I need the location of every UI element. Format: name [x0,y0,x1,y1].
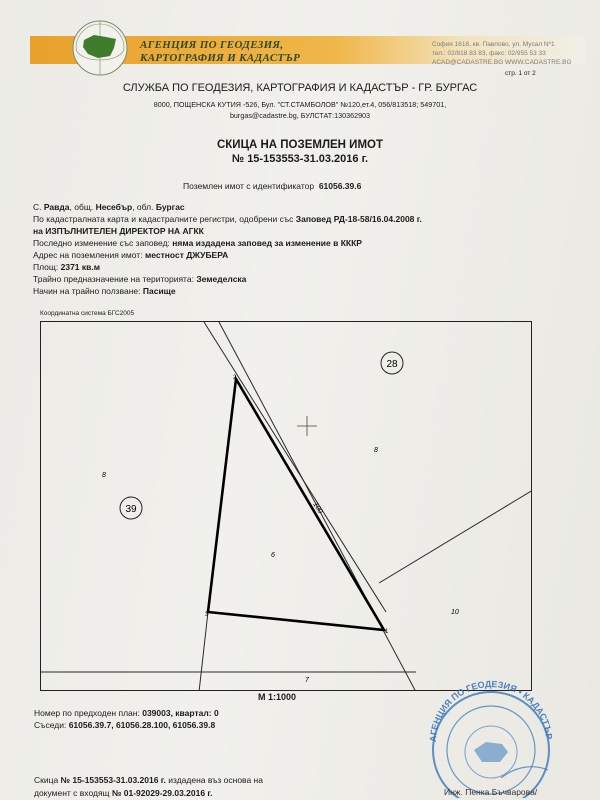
office-email: burgas@cadastre.bg, БУЛСТАТ:130362903 [229,111,371,120]
identifier-line [183,181,361,191]
page-number: стр. 1 от 2 [505,70,536,77]
previous-plan-line [34,708,219,718]
cadastral-map-drawing [41,322,532,691]
neighbors-line [34,720,215,730]
identifier-value: 61056.39.6 [318,181,362,191]
previous-plan-value: 039003, квартал: 0 [142,708,219,718]
sketch-suffix: издадена въз основа на [168,775,263,785]
document-number: № 15-153553-31.03.2016 г. [231,153,369,165]
address-line [33,250,228,260]
coordinate-system: Координатна система БГС2005 [40,310,135,317]
area-line [33,262,100,272]
identifier-label: Поземлен имот с идентификатор [183,181,315,191]
usage-label: Начин на трайно ползване: [33,286,141,296]
purpose-value: Земеделска [196,274,247,284]
village-value: Равда [43,202,70,212]
usage-value: Пасище [142,286,176,296]
location-municipality-label: , общ. [69,202,94,212]
sketch-issued-line [34,775,263,785]
map-scale: М 1:1000 [258,692,297,702]
source-document-number: № 01-92029-29.03.2016 г. [111,788,213,798]
page-title: СКИЦА НА ПОЗЕМЛЕН ИМОТ [216,139,383,151]
signature-name: Инж. Пенка Бъчварова/ [444,787,538,797]
parcel-label-8-right: 8 [374,447,378,454]
agency-logo [70,18,130,78]
parcel-label-7: 7 [305,677,309,684]
director-line: на ИЗПЪЛНИТЕЛЕН ДИРЕКТОР НА АГКК [33,226,204,236]
contact-web: ACAD@CADASTRE.BG WWW.CADASTRE.BG [432,59,572,66]
source-document-line [34,788,212,798]
address-label: Адрес на поземления имот: [33,250,143,260]
previous-plan-label: Номер по предходен план: [34,708,140,718]
location-prefix: С. [33,202,42,212]
approval-line [33,214,422,224]
stamp-ring-text: АГЕНЦИЯ ПО ГЕОДЕЗИЯ • КАДАСТЪР [427,680,554,743]
parcel-number-39: 39 [125,504,137,515]
contact-phone: тел.: 02/818 83 83, факс: 02/955 53 33 [432,50,546,57]
address-value: местност ДЖУБЕРА [144,250,229,260]
agency-name-line2: КАРТОГРАФИЯ И КАДАСТЪР [140,52,301,64]
last-change-label: Последно изменение със заповед: [33,238,170,248]
location-region-label: , обл. [132,202,154,212]
region-value: Бургас [155,202,185,212]
parcel-label-100: 100 [311,501,324,515]
subject-parcel-outline [208,379,384,630]
vertex-label-2: 2 [233,375,237,381]
usage-line [33,286,176,296]
parcel-number-28: 28 [386,359,398,370]
last-change-line [33,238,362,248]
parcel-label-6: 6 [271,552,275,559]
office-address: 8000, ПОЩЕНСКА КУТИЯ -526, Бул. "СТ.СТАМБОЛОВ" №120,ет.4, 056/813518; 549701, [153,100,447,109]
official-stamp [416,680,566,798]
contact-address: София 1618, кв. Павлово, ул. Мусал Nº1 [432,41,555,48]
area-value: 2371 кв.м [60,262,101,272]
parcel-label-8-left: 8 [102,472,106,479]
area-label: Площ: [33,262,59,272]
purpose-label: Трайно предназначение на територията: [33,274,194,284]
agency-name-line1: АГЕНЦИЯ ПО ГЕОДЕЗИЯ, [140,39,284,51]
sketch-prefix: Скица [34,775,59,785]
approval-label: По кадастралната карта и кадастралните регистри, одобрени със [33,214,294,224]
office-title: СЛУЖБА ПО ГЕОДЕЗИЯ, КАРТОГРАФИЯ И КАДАСТЪР - ГР. БУРГАС [122,82,478,94]
boundary-line-east [379,490,532,583]
vertex-label-1: 1 [385,629,389,635]
approval-value: Заповед РД-18-58/16.04.2008 г. [295,214,422,224]
boundary-line-south [199,612,208,691]
purpose-line [33,274,246,284]
neighbors-value: 61056.39.7, 61056.28.100, 61056.39.8 [68,720,216,730]
neighbors-label: Съседи: [34,720,67,730]
vertex-label-3: 3 [205,612,209,618]
municipality-value: Несебър [95,202,133,212]
source-document-prefix: документ с входящ [34,788,110,798]
last-change-value: няма издадена заповед за изменение в КККР [172,238,362,248]
parcel-label-10: 10 [451,609,459,616]
road-edge-left [204,322,386,612]
cadastral-map [40,321,532,691]
location-line [33,202,185,212]
sketch-number: № 15-153553-31.03.2016 г. [60,775,166,785]
